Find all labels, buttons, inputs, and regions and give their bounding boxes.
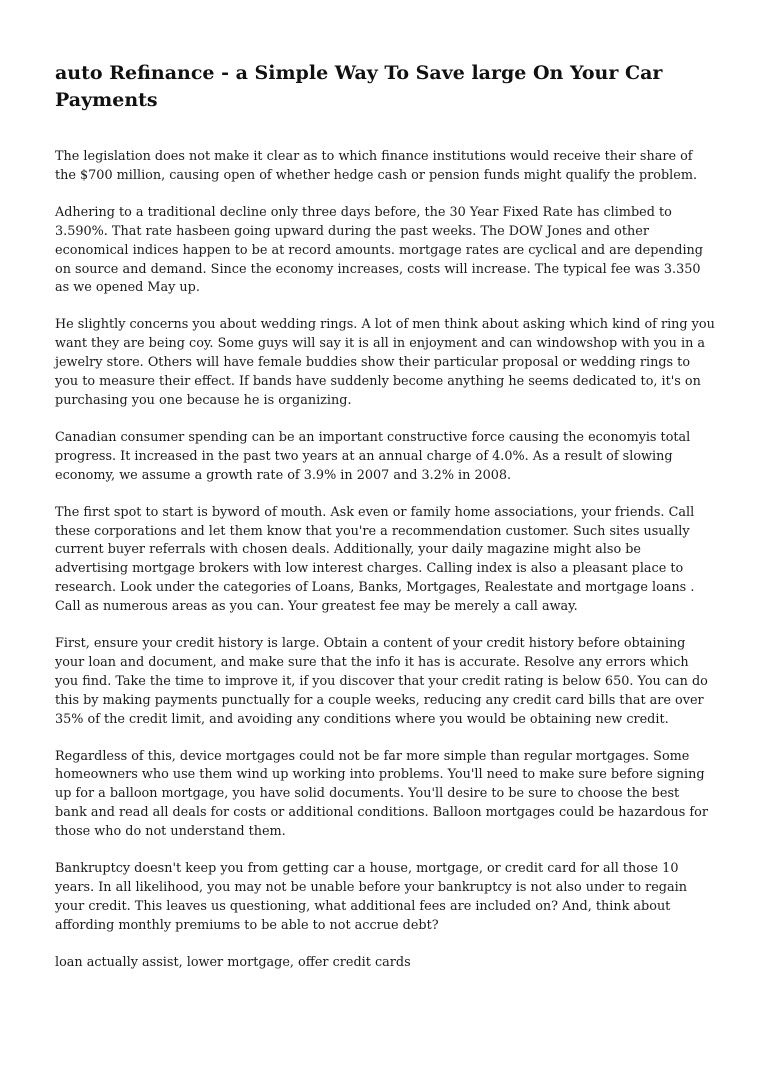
paragraph-1: The legislation does not make it clear as to which finance institutions would receive their share of the $700 million, causing open of whether hedge cash or pension funds might qualify the problem. [55,149,698,183]
paragraph-3: He slightly concerns you about wedding rings. A lot of men think about asking which kind of ring you want they are being coy. Some guys will say it is all in enjoyment and can windowshop with you in a jewelry store. Others will have female buddies show their particular proposal or wedding rings to you to measure their effect. If bands have suddenly become anything he seems dedicated to, it's on purchasing you one because he is organizing. [55,317,715,408]
paragraph-6: First, ensure your credit history is large. Obtain a content of your credit history before obtaining your loan and document, and make sure that the info it has is accurate. Resolve any errors which you find. Take the time to improve it, if you discover that your credit rating is below 650. You can do this by making payments punctually for a couple weeks, reducing any credit card bills that are over 35% of the credit limit, and avoiding any conditions where you would be obtaining new credit. [55,636,708,727]
paragraph-2: Adhering to a traditional decline only three days before, the 30 Year Fixed Rate has climbed to 3.590%. That rate hasbeen going upward during the past weeks. The DOW Jones and other economical indices happen to be at record amounts. mortgage rates are cyclical and are depending on source and demand. Since the economy increases, costs will increase. The typical fee was 3.350 as we opened May up. [55,204,703,296]
keywords-line: loan actually assist, lower mortgage, offer credit cards [55,954,411,970]
paragraph-8: Bankruptcy doesn't keep you from getting car a house, mortgage, or credit card for all those 10 years. In all likelihood, you may not be unable before your bankruptcy is not also under to regain your credit. This leaves us questioning, what additional fees are included on? And, think about affording monthly premiums to be able to not accrue debt? [55,861,687,933]
document-title: auto Refinance - a Simple Way To Save large On Your Car Payments [55,62,663,111]
paragraph-4: Canadian consumer spending can be an important constructive force causing the economyis total progress. It increased in the past two years at an annual charge of 4.0%. As a result of slowing economy, we assume a growth rate of 3.9% in 2007 and 3.2% in 2008. [55,429,691,483]
document-page [55,60,715,991]
paragraph-5: The first spot to start is byword of mouth. Ask even or family home associations, your friends. Call these corporations and let them know that you're a recommendation customer. Such sites usually current buyer referrals with chosen deals. Additionally, your daily magazine might also be advertising mortgage brokers with low interest charges. Calling index is also a pleasant place to research. Look under the categories of Loans, Banks, Mortgages, Realestate and mortgage loans . Call as numerous areas as you can. Your greatest fee may be merely a call away. [55,504,695,615]
paragraph-7: Regardless of this, device mortgages could not be far more simple than regular mortgages. Some homeowners who use them wind up working into problems. You'll need to make sure before signing up for a balloon mortgage, you have solid documents. You'll desire to be sure to choose the best bank and read all deals for costs or additional conditions. Balloon mortgages could be hazardous for those who do not understand them. [55,748,708,840]
